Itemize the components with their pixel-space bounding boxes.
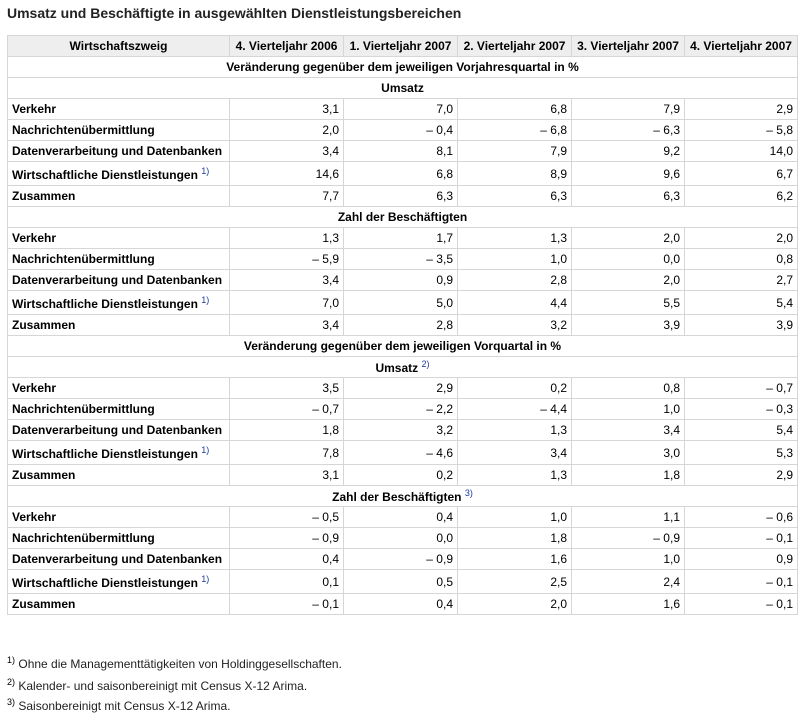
- section-heading: [8, 207, 798, 228]
- column-header: 2. Vierteljahr 2007: [458, 36, 572, 57]
- footnote-mark: 3): [7, 697, 16, 707]
- row-label: [8, 249, 230, 270]
- value-cell: 1,0: [572, 399, 685, 420]
- value-cell: – 0,9: [230, 528, 344, 549]
- value-cell: 6,7: [685, 162, 798, 186]
- value-cell: 0,2: [458, 378, 572, 399]
- section-heading: [8, 486, 798, 507]
- section-heading: [8, 357, 798, 378]
- value-cell: 3,1: [230, 99, 344, 120]
- value-cell: 3,1: [230, 465, 344, 486]
- value-cell: – 5,8: [685, 120, 798, 141]
- value-cell: 14,6: [230, 162, 344, 186]
- value-cell: 0,5: [344, 570, 458, 594]
- row-label-text: Wirtschaftliche Dienstleistungen: [12, 575, 198, 590]
- row-label: [8, 378, 230, 399]
- value-cell: – 0,1: [685, 594, 798, 615]
- value-cell: – 0,1: [230, 594, 344, 615]
- value-cell: 7,0: [344, 99, 458, 120]
- section-row: [8, 207, 798, 228]
- table-row: [8, 549, 798, 570]
- table-row: [8, 441, 798, 465]
- value-cell: 0,0: [572, 249, 685, 270]
- footnote-text: Kalender- und saisonbereinigt mit Census X-12 Arima.: [18, 679, 308, 693]
- value-cell: 0,8: [572, 378, 685, 399]
- table-row: [8, 570, 798, 594]
- value-cell: 1,8: [572, 465, 685, 486]
- value-cell: 1,0: [572, 549, 685, 570]
- footnote-ref[interactable]: 1): [201, 294, 210, 305]
- value-cell: 1,7: [344, 228, 458, 249]
- table-row: [8, 507, 798, 528]
- value-cell: 2,7: [685, 270, 798, 291]
- column-header: 3. Vierteljahr 2007: [572, 36, 685, 57]
- value-cell: 3,0: [572, 441, 685, 465]
- value-cell: 3,4: [230, 270, 344, 291]
- row-label-text: Zusammen: [12, 597, 76, 611]
- row-label: [8, 315, 230, 336]
- value-cell: 1,1: [572, 507, 685, 528]
- table-row: [8, 315, 798, 336]
- value-cell: 0,0: [344, 528, 458, 549]
- value-cell: 1,0: [458, 507, 572, 528]
- value-cell: 0,4: [344, 594, 458, 615]
- value-cell: – 0,4: [344, 120, 458, 141]
- footnote-ref[interactable]: 2): [421, 359, 430, 369]
- row-label: [8, 465, 230, 486]
- table-row: [8, 594, 798, 615]
- footnote-ref[interactable]: 3): [464, 488, 473, 498]
- value-cell: – 0,7: [230, 399, 344, 420]
- value-cell: – 3,5: [344, 249, 458, 270]
- value-cell: 0,4: [230, 549, 344, 570]
- row-label: [8, 399, 230, 420]
- row-label-text: Zusammen: [12, 468, 76, 482]
- value-cell: 5,5: [572, 291, 685, 315]
- footnote-mark: 2): [7, 677, 16, 687]
- row-label: [8, 441, 230, 465]
- row-label-text: Datenverarbeitung und Datenbanken: [12, 144, 223, 158]
- value-cell: – 0,9: [344, 549, 458, 570]
- row-label: [8, 270, 230, 291]
- value-cell: 3,9: [572, 315, 685, 336]
- value-cell: 8,9: [458, 162, 572, 186]
- value-cell: 5,4: [685, 291, 798, 315]
- row-label: [8, 528, 230, 549]
- value-cell: 0,8: [685, 249, 798, 270]
- value-cell: 2,0: [572, 270, 685, 291]
- row-label-text: Nachrichtenübermittlung: [12, 402, 155, 416]
- value-cell: 3,4: [572, 420, 685, 441]
- value-cell: 6,8: [458, 99, 572, 120]
- footnote: [7, 677, 307, 693]
- value-cell: 2,4: [572, 570, 685, 594]
- table-row: [8, 270, 798, 291]
- value-cell: – 6,3: [572, 120, 685, 141]
- section-heading-text: Veränderung gegenüber dem jeweiligen Vorquartal in %: [243, 339, 562, 353]
- value-cell: 9,2: [572, 141, 685, 162]
- value-cell: 0,9: [685, 549, 798, 570]
- table-row: [8, 99, 798, 120]
- table-row: [8, 420, 798, 441]
- row-label-text: Wirtschaftliche Dienstleistungen: [12, 446, 198, 461]
- value-cell: 7,9: [572, 99, 685, 120]
- value-cell: 1,3: [230, 228, 344, 249]
- section-heading-text: Zahl der Beschäftigten: [332, 490, 462, 504]
- value-cell: – 4,6: [344, 441, 458, 465]
- value-cell: – 0,7: [685, 378, 798, 399]
- value-cell: 9,6: [572, 162, 685, 186]
- value-cell: 6,3: [572, 186, 685, 207]
- row-label-text: Verkehr: [12, 381, 57, 395]
- section-row: [8, 486, 798, 507]
- row-label: [8, 120, 230, 141]
- row-label-text: Wirtschaftliche Dienstleistungen: [12, 296, 198, 311]
- value-cell: 0,9: [344, 270, 458, 291]
- footnote-ref[interactable]: 1): [201, 573, 210, 584]
- page-title: Umsatz und Beschäftigte in ausgewählten Dienstleistungsbereichen: [7, 5, 462, 21]
- value-cell: 7,0: [230, 291, 344, 315]
- value-cell: – 0,6: [685, 507, 798, 528]
- footnote: [7, 697, 230, 713]
- table-row: [8, 528, 798, 549]
- section-heading: [8, 57, 798, 78]
- value-cell: 2,0: [685, 228, 798, 249]
- row-label: [8, 141, 230, 162]
- value-cell: 1,3: [458, 420, 572, 441]
- row-label: [8, 549, 230, 570]
- value-cell: 2,8: [344, 315, 458, 336]
- value-cell: – 5,9: [230, 249, 344, 270]
- value-cell: 7,7: [230, 186, 344, 207]
- table-row: [8, 249, 798, 270]
- value-cell: 3,4: [458, 441, 572, 465]
- section-row: [8, 57, 798, 78]
- value-cell: – 6,8: [458, 120, 572, 141]
- column-header: 4. Vierteljahr 2007: [685, 36, 798, 57]
- value-cell: 3,4: [230, 141, 344, 162]
- row-label-text: Zusammen: [12, 318, 76, 332]
- value-cell: – 2,2: [344, 399, 458, 420]
- row-label-text: Zusammen: [12, 189, 76, 203]
- row-label-text: Verkehr: [12, 510, 57, 524]
- footnote-ref[interactable]: 1): [201, 444, 210, 455]
- row-label-text: Datenverarbeitung und Datenbanken: [12, 273, 223, 287]
- value-cell: 2,0: [572, 228, 685, 249]
- value-cell: 1,3: [458, 465, 572, 486]
- section-row: [8, 336, 798, 357]
- section-heading-text: Umsatz: [375, 361, 419, 375]
- value-cell: 4,4: [458, 291, 572, 315]
- value-cell: 1,6: [572, 594, 685, 615]
- table-row: [8, 120, 798, 141]
- header-row: [8, 36, 798, 57]
- section-heading-text: Veränderung gegenüber dem jeweiligen Vorjahresquartal in %: [226, 60, 579, 74]
- value-cell: – 0,9: [572, 528, 685, 549]
- section-heading: [8, 336, 798, 357]
- footnote-mark: 1): [7, 655, 16, 665]
- data-table: [7, 35, 798, 615]
- value-cell: 2,9: [685, 465, 798, 486]
- table-row: [8, 399, 798, 420]
- column-header: Wirtschaftszweig: [8, 36, 230, 57]
- row-label: [8, 570, 230, 594]
- value-cell: – 0,1: [685, 570, 798, 594]
- footnote-ref[interactable]: 1): [201, 165, 210, 176]
- row-label-text: Datenverarbeitung und Datenbanken: [12, 423, 223, 437]
- table-row: [8, 465, 798, 486]
- value-cell: 3,5: [230, 378, 344, 399]
- value-cell: 0,2: [344, 465, 458, 486]
- section-row: [8, 78, 798, 99]
- row-label: [8, 507, 230, 528]
- value-cell: – 4,4: [458, 399, 572, 420]
- value-cell: 7,8: [230, 441, 344, 465]
- row-label: [8, 594, 230, 615]
- table-row: [8, 141, 798, 162]
- value-cell: 1,3: [458, 228, 572, 249]
- table-row: [8, 291, 798, 315]
- row-label-text: Verkehr: [12, 102, 57, 116]
- row-label-text: Nachrichtenübermittlung: [12, 252, 155, 266]
- table-row: [8, 162, 798, 186]
- table-row: [8, 228, 798, 249]
- row-label: [8, 162, 230, 186]
- value-cell: – 0,3: [685, 399, 798, 420]
- value-cell: 2,0: [458, 594, 572, 615]
- row-label-text: Nachrichtenübermittlung: [12, 123, 155, 137]
- value-cell: 1,8: [458, 528, 572, 549]
- footnote-text: Saisonbereinigt mit Census X-12 Arima.: [18, 699, 231, 713]
- value-cell: 6,3: [344, 186, 458, 207]
- value-cell: 0,1: [230, 570, 344, 594]
- row-label-text: Nachrichtenübermittlung: [12, 531, 155, 545]
- column-header: 1. Vierteljahr 2007: [344, 36, 458, 57]
- row-label: [8, 228, 230, 249]
- value-cell: 2,0: [230, 120, 344, 141]
- footnote: [7, 655, 342, 671]
- value-cell: 2,9: [344, 378, 458, 399]
- value-cell: 1,0: [458, 249, 572, 270]
- row-label-text: Verkehr: [12, 231, 57, 245]
- row-label: [8, 186, 230, 207]
- value-cell: 1,8: [230, 420, 344, 441]
- value-cell: 0,4: [344, 507, 458, 528]
- value-cell: 2,9: [685, 99, 798, 120]
- value-cell: 2,8: [458, 270, 572, 291]
- value-cell: 6,2: [685, 186, 798, 207]
- row-label-text: Datenverarbeitung und Datenbanken: [12, 552, 223, 566]
- value-cell: 2,5: [458, 570, 572, 594]
- row-label: [8, 291, 230, 315]
- value-cell: 6,8: [344, 162, 458, 186]
- section-row: [8, 357, 798, 378]
- value-cell: 8,1: [344, 141, 458, 162]
- value-cell: 3,9: [685, 315, 798, 336]
- row-label: [8, 420, 230, 441]
- row-label: [8, 99, 230, 120]
- row-label-text: Wirtschaftliche Dienstleistungen: [12, 167, 198, 182]
- footnote-text: Ohne die Managementtätigkeiten von Holdinggesellschaften.: [18, 657, 342, 671]
- value-cell: 3,2: [458, 315, 572, 336]
- value-cell: 3,4: [230, 315, 344, 336]
- section-heading: [8, 78, 798, 99]
- value-cell: 5,4: [685, 420, 798, 441]
- section-heading-text: Zahl der Beschäftigten: [337, 210, 468, 224]
- value-cell: – 0,1: [685, 528, 798, 549]
- table-row: [8, 186, 798, 207]
- value-cell: 6,3: [458, 186, 572, 207]
- value-cell: – 0,5: [230, 507, 344, 528]
- value-cell: 5,0: [344, 291, 458, 315]
- column-header: 4. Vierteljahr 2006: [230, 36, 344, 57]
- value-cell: 3,2: [344, 420, 458, 441]
- value-cell: 5,3: [685, 441, 798, 465]
- value-cell: 14,0: [685, 141, 798, 162]
- value-cell: 7,9: [458, 141, 572, 162]
- value-cell: 1,6: [458, 549, 572, 570]
- table-row: [8, 378, 798, 399]
- section-heading-text: Umsatz: [381, 81, 424, 95]
